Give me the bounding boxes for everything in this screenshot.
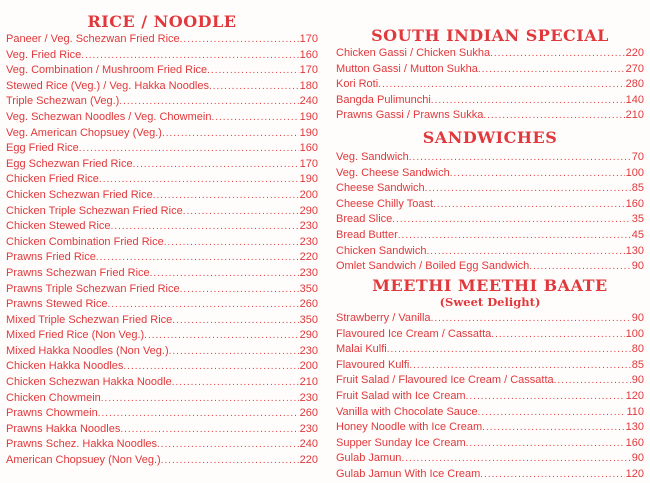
menu-item-name: Chicken Schezwan Hakka Noodle: [6, 376, 172, 389]
dot-leader: [96, 251, 299, 266]
menu-item: [336, 77, 644, 93]
menu-item-name: Chicken Gassi / Chicken Sukha: [336, 47, 491, 59]
menu-item: [6, 282, 318, 298]
menu-item-name: Kori Roti: [336, 78, 379, 91]
dot-leader: [98, 407, 299, 422]
menu-item: [6, 110, 318, 126]
menu-item: [6, 157, 318, 173]
menu-item: [336, 327, 644, 343]
menu-item-name: Mixed Fried Rice (Non Veg.): [6, 329, 145, 342]
dot-leader: [482, 421, 625, 436]
dot-leader: [211, 111, 298, 126]
meethi-subheading: (Sweet Delight): [439, 295, 541, 309]
dot-leader: [431, 312, 631, 327]
dot-leader: [169, 345, 299, 360]
menu-item-price: 230: [299, 422, 318, 435]
dot-leader: [153, 189, 299, 204]
menu-item: [336, 93, 644, 109]
menu-item-price: 190: [299, 126, 318, 139]
right-column: [336, 0, 644, 480]
menu-item: [6, 313, 318, 329]
menu-item-price: 230: [299, 344, 318, 357]
menu-item: [336, 373, 644, 389]
menu-item-price: 85: [631, 358, 644, 371]
menu-item: [6, 235, 318, 251]
menu-item-price: 120: [625, 467, 644, 480]
menu-item-price: 220: [299, 251, 318, 264]
menu-item: [6, 126, 318, 142]
menu-item-name: Stewed Rice (Veg.) / Veg. Hakka Noodles: [6, 79, 209, 92]
menu-item-name: Gulab Jamun: [336, 452, 402, 465]
menu-item-name: Mixed Hakka Noodles (Non Veg.): [6, 344, 169, 357]
menu-item-name: Chicken Fried Rice: [6, 173, 99, 186]
menu-item-price: 170: [299, 64, 318, 77]
dot-leader: [157, 438, 299, 453]
menu-item-price: 70: [631, 151, 644, 163]
dot-leader: [554, 374, 631, 389]
dot-leader: [79, 142, 299, 157]
dot-leader: [209, 80, 299, 95]
menu-item-name: Chicken Hakka Noodles: [6, 360, 124, 373]
menu-item-name: Prawns Schez. Hakka Noodles: [6, 438, 158, 451]
menu-item: [6, 94, 318, 110]
menu-item-price: 160: [299, 142, 318, 155]
menu-item-name: Bangda Pulimunchi: [336, 93, 431, 106]
dot-leader: [172, 376, 299, 391]
menu-item-name: Bread Slice: [336, 213, 393, 226]
menu-item: [336, 197, 644, 213]
menu-item-price: 130: [625, 421, 644, 434]
meethi-section: [336, 276, 644, 483]
menu-item: [6, 453, 318, 469]
dot-leader: [450, 167, 625, 182]
menu-item-price: 90: [631, 374, 644, 387]
menu-item: [6, 391, 318, 407]
menu-item-price: 220: [299, 454, 318, 467]
menu-item-price: 100: [625, 327, 644, 340]
dot-leader: [490, 47, 625, 62]
menu-item-name: Vanilla with Chocolate Sauce: [336, 405, 478, 418]
menu-item-price: 290: [299, 204, 318, 217]
menu-item-name: Triple Schezwan (Veg.): [6, 95, 120, 108]
menu-item: [6, 48, 318, 64]
menu-item: [6, 437, 318, 453]
menu-item-name: Prawns Triple Schezwan Fried Rice: [6, 282, 180, 295]
menu-item-name: Chicken Combination Fried Rice: [6, 235, 164, 248]
menu-item-price: 240: [299, 95, 318, 108]
menu-item: [6, 344, 318, 360]
menu-item: [336, 181, 644, 197]
dot-leader: [398, 229, 631, 244]
menu-item-price: 160: [299, 48, 318, 61]
sandwiches-section: [336, 128, 644, 275]
menu-item-name: Bread Butter: [336, 228, 398, 241]
menu-item-price: 230: [299, 235, 318, 248]
dot-leader: [108, 298, 299, 313]
dot-leader: [529, 260, 631, 275]
menu-item-name: Honey Noodle with Ice Cream: [336, 421, 483, 434]
menu-item: [6, 63, 318, 79]
dot-leader: [120, 423, 298, 438]
south-indian-list: [336, 46, 644, 124]
menu-item: [336, 212, 644, 228]
menu-item-price: 220: [625, 47, 644, 59]
menu-item: [336, 244, 644, 260]
menu-item: [336, 150, 644, 166]
menu-item-price: 35: [631, 213, 644, 226]
menu-item-name: Prawns Fried Rice: [6, 251, 96, 264]
menu-item-name: Prawns Schezwan Fried Rice: [6, 266, 150, 279]
menu-item-price: 160: [625, 436, 644, 449]
dot-leader: [478, 406, 626, 421]
menu-item-price: 180: [299, 79, 318, 92]
left-column: [6, 0, 318, 466]
dot-leader: [119, 95, 298, 110]
menu-item-name: Paneer / Veg. Schezwan Fried Rice: [6, 33, 180, 45]
dot-leader: [183, 205, 299, 220]
menu-item-name: Mutton Gassi / Mutton Sukha: [336, 62, 478, 75]
dot-leader: [207, 64, 298, 79]
menu-item-name: American Chopsuey (Non Veg.): [6, 454, 161, 467]
menu-item: [6, 406, 318, 422]
menu-item: [6, 375, 318, 391]
menu-item-name: Veg. Combination / Mushroom Fried Rice: [6, 64, 208, 77]
menu-item-name: Prawns Gassi / Prawns Sukka: [336, 109, 484, 122]
menu-item-name: Cheese Sandwich: [336, 182, 425, 195]
menu-item-name: Veg. Schezwan Noodles / Veg. Chowmein: [6, 110, 212, 123]
menu-item: [6, 188, 318, 204]
meethi-list: [336, 311, 644, 483]
menu-item-name: Veg. Fried Rice: [6, 48, 82, 61]
dot-leader: [431, 94, 625, 109]
dot-leader: [123, 360, 298, 375]
menu-item: [336, 342, 644, 358]
menu-item-price: 260: [299, 407, 318, 420]
menu-item-name: Cheese Chilly Toast: [336, 197, 434, 210]
menu-item-price: 260: [299, 298, 318, 311]
rice-noodle-section: [6, 12, 318, 469]
menu-item: [6, 79, 318, 95]
menu-item: [336, 166, 644, 182]
menu-item-price: 100: [625, 166, 644, 179]
menu-item: [336, 108, 644, 124]
dot-leader: [401, 452, 630, 467]
menu-item: [6, 204, 318, 220]
menu-item-name: Flavoured Ice Cream / Cassatta: [336, 327, 492, 340]
menu-item-price: 80: [631, 343, 644, 356]
menu-item: [6, 219, 318, 235]
menu-item-price: 130: [625, 244, 644, 257]
menu-item-name: Chicken Schezwan Fried Rice: [6, 188, 153, 201]
menu-item-price: 140: [625, 93, 644, 106]
menu-item: [336, 62, 644, 78]
menu-item-price: 200: [299, 360, 318, 373]
menu-item: [336, 311, 644, 327]
dot-leader: [180, 283, 299, 298]
menu-item-name: Egg Schezwan Fried Rice: [6, 157, 133, 170]
menu-item-name: Veg. Sandwich: [336, 151, 409, 163]
menu-item: [336, 358, 644, 374]
menu-item-name: Malai Kulfi: [336, 343, 387, 356]
menu-item-name: Prawns Stewed Rice: [6, 298, 108, 311]
menu-item: [6, 297, 318, 313]
menu-item-price: 90: [631, 452, 644, 465]
menu-item-price: 45: [631, 228, 644, 241]
dot-leader: [466, 390, 625, 405]
menu-item: [6, 359, 318, 375]
rice-noodle-list: [6, 32, 318, 469]
menu-item: [336, 389, 644, 405]
dot-leader: [378, 78, 624, 93]
dot-leader: [164, 236, 299, 251]
menu-item-name: Flavoured Kulfi: [336, 358, 410, 371]
menu-item-price: 160: [625, 197, 644, 210]
menu-item-price: 110: [626, 405, 644, 418]
dot-leader: [133, 158, 299, 173]
dot-leader: [180, 33, 299, 48]
south-indian-section: [336, 26, 644, 124]
menu-item-name: Omlet Sandwich / Boiled Egg Sandwich: [336, 260, 530, 273]
menu-item-name: Mixed Triple Schezwan Fried Rice: [6, 313, 173, 326]
menu-item-price: 190: [299, 173, 318, 186]
menu-item-price: 350: [299, 282, 318, 295]
dot-leader: [478, 63, 625, 78]
dot-leader: [161, 454, 299, 469]
menu-item-name: Prawns Chowmein: [6, 407, 98, 420]
menu-item: [336, 467, 644, 483]
menu-item: [336, 451, 644, 467]
menu-item: [336, 46, 644, 62]
menu-item-price: 230: [299, 266, 318, 279]
menu-item-price: 85: [631, 182, 644, 195]
dot-leader: [433, 198, 625, 213]
menu-item-name: Chicken Sandwich: [336, 244, 427, 257]
menu-item: [6, 141, 318, 157]
menu-item-price: 90: [631, 260, 644, 273]
dot-leader: [392, 213, 630, 228]
dot-leader: [150, 267, 299, 282]
dot-leader: [491, 328, 624, 343]
dot-leader: [409, 151, 631, 166]
menu-item-price: 170: [299, 157, 318, 170]
dot-leader: [387, 343, 631, 358]
menu-item: [6, 250, 318, 266]
menu-item: [336, 420, 644, 436]
menu-item-name: Gulab Jamun With Ice Cream: [336, 467, 481, 480]
menu-item-price: 230: [299, 220, 318, 233]
menu-item-price: 120: [625, 389, 644, 402]
dot-leader: [101, 392, 299, 407]
menu-item-price: 280: [625, 78, 644, 91]
dot-leader: [466, 437, 625, 452]
menu-item-price: 350: [299, 313, 318, 326]
dot-leader: [483, 109, 624, 124]
menu-item-name: Chicken Triple Schezwan Fried Rice: [6, 204, 183, 217]
menu-item-name: Prawns Hakka Noodles: [6, 422, 121, 435]
dot-leader: [172, 314, 298, 329]
menu-item: [6, 32, 318, 48]
menu-item-name: Fruit Salad with Ice Cream: [336, 389, 466, 402]
menu-item-price: 210: [299, 376, 318, 389]
menu-item: [6, 328, 318, 344]
rice-noodle-heading: RICE / NOODLE: [87, 12, 237, 31]
menu-item-name: Supper Sunday Ice Cream: [336, 436, 466, 449]
menu-item: [6, 172, 318, 188]
menu-item-price: 170: [299, 33, 318, 45]
menu-item-name: Veg. Cheese Sandwich: [336, 166, 450, 179]
dot-leader: [81, 49, 298, 64]
sandwiches-list: [336, 150, 644, 275]
south-indian-heading: SOUTH INDIAN SPECIAL: [371, 26, 609, 45]
menu-item-price: 230: [299, 391, 318, 404]
menu-item-name: Strawberry / Vanilla: [336, 312, 431, 324]
menu-item-name: Egg Fried Rice: [6, 142, 79, 155]
dot-leader: [425, 182, 631, 197]
menu-item-price: 290: [299, 329, 318, 342]
dot-leader: [409, 359, 630, 374]
dot-leader: [480, 468, 624, 483]
menu-item-name: Chicken Chowmein: [6, 391, 101, 404]
menu-item-price: 90: [631, 312, 644, 324]
menu-item: [336, 436, 644, 452]
menu-item-name: Veg. American Chopsuey (Veg.): [6, 126, 162, 139]
dot-leader: [99, 173, 299, 188]
menu-item: [336, 405, 644, 421]
menu-item-name: Chicken Stewed Rice: [6, 220, 111, 233]
menu-item-price: 200: [299, 188, 318, 201]
menu-item: [6, 266, 318, 282]
menu-item-price: 240: [299, 438, 318, 451]
dot-leader: [111, 220, 299, 235]
menu-item-price: 210: [625, 109, 644, 122]
menu-item-price: 270: [625, 62, 644, 75]
meethi-heading: MEETHI MEETHI BAATE: [372, 276, 608, 295]
menu-item: [336, 228, 644, 244]
menu-item: [336, 259, 644, 275]
dot-leader: [427, 245, 625, 260]
dot-leader: [162, 127, 299, 142]
menu-item-price: 190: [299, 110, 318, 123]
dot-leader: [144, 329, 298, 344]
menu-item-name: Fruit Salad / Flavoured Ice Cream / Cassatta: [336, 374, 554, 387]
sandwiches-heading: SANDWICHES: [422, 128, 558, 147]
menu-item: [6, 422, 318, 438]
